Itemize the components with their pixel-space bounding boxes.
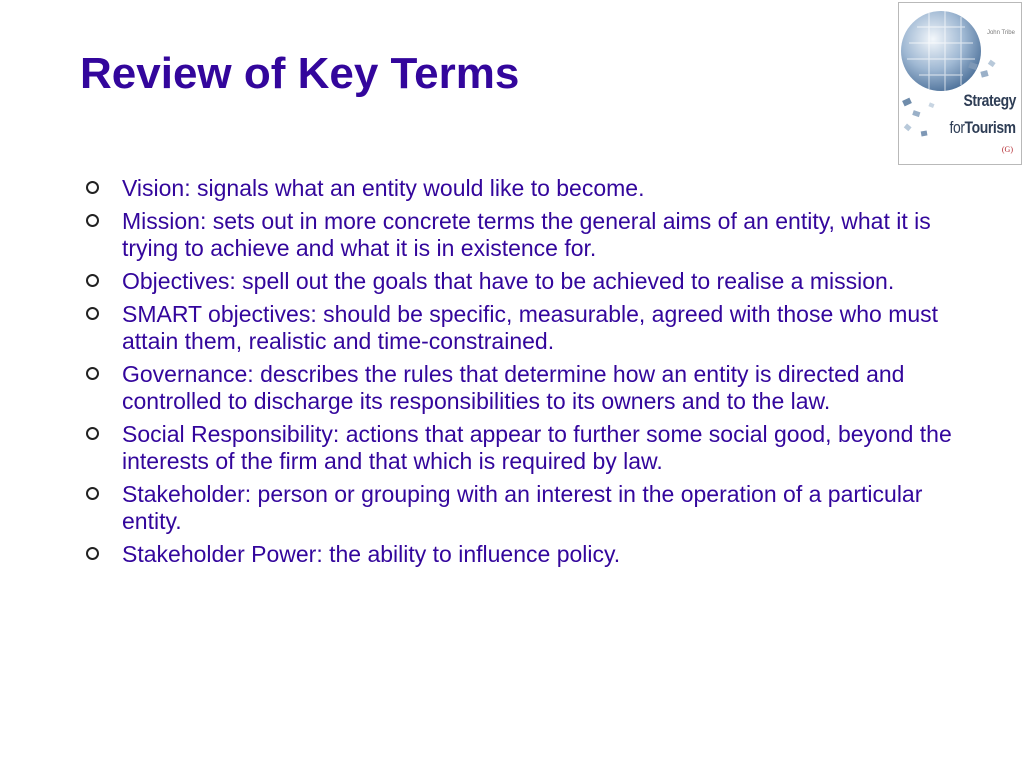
hollow-circle-bullet-icon — [86, 274, 99, 287]
hollow-circle-bullet-icon — [86, 214, 99, 227]
book-cover-image — [898, 2, 1022, 165]
bullet-item — [84, 301, 954, 355]
cover-title-bold: Tourism — [964, 118, 1016, 137]
hollow-circle-bullet-icon — [86, 547, 99, 560]
bullet-item — [84, 421, 954, 475]
hollow-circle-bullet-icon — [86, 181, 99, 194]
cover-title-line1: Strategy — [963, 91, 1016, 110]
bullet-text: Vision: signals what an entity would like to become. — [122, 175, 645, 201]
bullet-item — [84, 175, 954, 202]
bullet-list — [84, 175, 954, 574]
bullet-text: SMART objectives: should be specific, measurable, agreed with those who must attain them, realistic and time-constrained. — [122, 301, 939, 354]
publisher-logo: (G) — [1001, 145, 1013, 154]
bullet-text: Social Responsibility: actions that appear to further some social good, beyond the interests of the firm and that which is required by law. — [122, 421, 952, 474]
hollow-circle-bullet-icon — [86, 487, 99, 500]
bullet-text: Objectives: spell out the goals that have to be achieved to realise a mission. — [122, 268, 895, 294]
cover-title-line2 — [950, 118, 1016, 138]
hollow-circle-bullet-icon — [86, 307, 99, 320]
slide-title: Review of Key Terms — [80, 49, 520, 98]
bullet-text: Stakeholder: person or grouping with an interest in the operation of a particular entity. — [122, 481, 923, 534]
bullet-item — [84, 481, 954, 535]
bullet-item — [84, 208, 954, 262]
cover-author: John Tribe — [986, 30, 1015, 36]
bullet-text: Mission: sets out in more concrete terms the general aims of an entity, what it is trying to achieve and what it is in existence for. — [122, 208, 931, 261]
bullet-text: Governance: describes the rules that determine how an entity is directed and controlled to discharge its responsibilities to its owners and to the law. — [122, 361, 905, 414]
hollow-circle-bullet-icon — [86, 427, 99, 440]
bullet-text: Stakeholder Power: the ability to influence policy. — [122, 541, 621, 567]
puzzle-globe-icon — [899, 3, 1021, 164]
hollow-circle-bullet-icon — [86, 367, 99, 380]
bullet-item — [84, 541, 954, 568]
bullet-item — [84, 361, 954, 415]
cover-title-prefix: for — [949, 118, 965, 137]
bullet-item — [84, 268, 954, 295]
